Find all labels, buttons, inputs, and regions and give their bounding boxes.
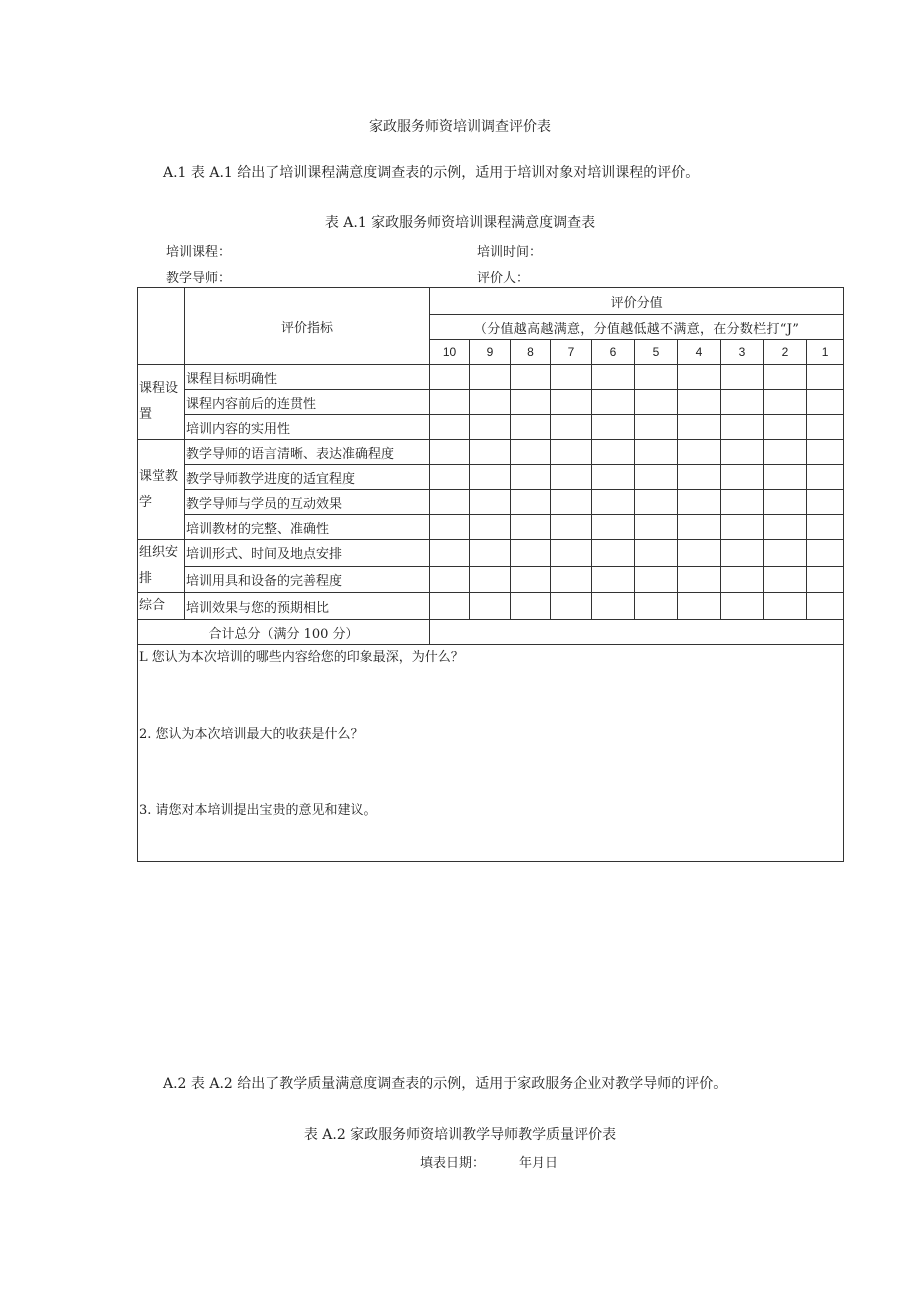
score-cell[interactable]: [635, 566, 678, 593]
evaluator-label: 评价人：: [477, 271, 530, 286]
score-cell[interactable]: [551, 365, 592, 390]
score-cell[interactable]: [635, 365, 678, 390]
score-cell[interactable]: [430, 540, 470, 567]
indicator-item: 培训内容的实用性: [185, 415, 430, 440]
score-cell[interactable]: [764, 365, 807, 390]
score-cell[interactable]: [807, 566, 844, 593]
score-cell[interactable]: [635, 415, 678, 440]
intro-a1: A.1 表 A.1 给出了培训课程满意度调查表的示例，适用于培训对象对培训课程的评价。: [163, 165, 700, 181]
score-cell[interactable]: [678, 540, 721, 567]
score-cell[interactable]: [678, 465, 721, 490]
score-cell[interactable]: [807, 515, 844, 540]
score-cell[interactable]: [511, 390, 551, 415]
score-cell[interactable]: [635, 390, 678, 415]
score-cell[interactable]: [470, 566, 511, 593]
score-cell[interactable]: [511, 465, 551, 490]
table-row: [138, 593, 844, 620]
score-cell[interactable]: [551, 390, 592, 415]
total-label: 合计总分（满分 100 分）: [138, 620, 430, 645]
total-row: [138, 620, 844, 645]
score-cell[interactable]: [678, 593, 721, 620]
score-cell[interactable]: [807, 465, 844, 490]
score-column-header: 9: [470, 340, 511, 365]
score-cell[interactable]: [470, 465, 511, 490]
score-cell[interactable]: [511, 593, 551, 620]
score-cell[interactable]: [551, 440, 592, 465]
score-cell[interactable]: [592, 490, 635, 515]
score-cell[interactable]: [430, 593, 470, 620]
score-cell[interactable]: [430, 465, 470, 490]
corner-cell: [138, 288, 185, 365]
score-cell[interactable]: [807, 490, 844, 515]
score-cell[interactable]: [470, 440, 511, 465]
score-cell[interactable]: [721, 365, 764, 390]
score-cell[interactable]: [635, 440, 678, 465]
score-cell[interactable]: [511, 566, 551, 593]
score-cell[interactable]: [430, 490, 470, 515]
score-cell[interactable]: [470, 593, 511, 620]
open-question: 3. 请您对本培训提出宝贵的意见和建议。: [139, 803, 377, 818]
score-cell[interactable]: [764, 566, 807, 593]
score-cell[interactable]: [430, 415, 470, 440]
score-cell[interactable]: [807, 390, 844, 415]
score-cell[interactable]: [430, 515, 470, 540]
category-cell: 综合: [138, 593, 185, 620]
score-cell[interactable]: [551, 540, 592, 567]
document-title: 家政服务师资培训调查评价表: [369, 119, 551, 135]
score-cell[interactable]: [807, 593, 844, 620]
score-cell[interactable]: [764, 465, 807, 490]
indicator-item: 教学导师的语言清晰、表达准确程度: [185, 440, 430, 465]
score-cell[interactable]: [764, 440, 807, 465]
score-cell[interactable]: [807, 415, 844, 440]
score-cell[interactable]: [470, 390, 511, 415]
score-cell[interactable]: [764, 415, 807, 440]
score-cell[interactable]: [592, 515, 635, 540]
score-column-header: 5: [635, 340, 678, 365]
indicator-item: 培训用具和设备的完善程度: [185, 566, 430, 593]
score-cell[interactable]: [807, 440, 844, 465]
score-column-header: 1: [807, 340, 844, 365]
score-cell[interactable]: [551, 490, 592, 515]
fill-date-label: 填表日期：: [420, 1156, 486, 1171]
score-cell[interactable]: [511, 490, 551, 515]
table-row: [138, 390, 844, 415]
score-cell[interactable]: [470, 365, 511, 390]
score-cell[interactable]: [721, 490, 764, 515]
score-cell[interactable]: [678, 490, 721, 515]
table-row: [138, 515, 844, 540]
score-column-header: 2: [764, 340, 807, 365]
intro-a2: A.2 表 A.2 给出了教学质量满意度调查表的示例，适用于家政服务企业对教学导师的评价。: [163, 1076, 728, 1092]
score-cell[interactable]: [721, 515, 764, 540]
score-column-header: 3: [721, 340, 764, 365]
score-cell[interactable]: [592, 540, 635, 567]
score-cell[interactable]: [551, 593, 592, 620]
score-cell[interactable]: [807, 365, 844, 390]
indicator-item: 培训效果与您的预期相比: [185, 593, 430, 620]
score-cell[interactable]: [721, 390, 764, 415]
indicator-item: 培训形式、时间及地点安排: [185, 540, 430, 567]
score-column-header: 8: [511, 340, 551, 365]
score-cell[interactable]: [721, 540, 764, 567]
category-cell: 组织安排: [138, 540, 185, 593]
indicator-item: 培训教材的完整、准确性: [185, 515, 430, 540]
score-cell[interactable]: [635, 490, 678, 515]
table-a1-title: 表 A.1 家政服务师资培训课程满意度调查表: [324, 215, 596, 231]
score-cell[interactable]: [592, 566, 635, 593]
score-cell[interactable]: [470, 490, 511, 515]
score-column-header: 10: [430, 340, 470, 365]
score-cell[interactable]: [470, 415, 511, 440]
score-cell[interactable]: [551, 566, 592, 593]
score-cell[interactable]: [764, 390, 807, 415]
table-row: [138, 540, 844, 567]
score-cell[interactable]: [721, 593, 764, 620]
score-cell[interactable]: [721, 465, 764, 490]
score-column-header: 7: [551, 340, 592, 365]
score-cell[interactable]: [511, 365, 551, 390]
score-cell[interactable]: [511, 440, 551, 465]
score-cell[interactable]: [635, 593, 678, 620]
score-cell[interactable]: [592, 440, 635, 465]
score-cell[interactable]: [511, 540, 551, 567]
score-cell[interactable]: [678, 365, 721, 390]
fill-date-value: 年月日: [519, 1156, 559, 1171]
score-cell[interactable]: [678, 440, 721, 465]
score-cell[interactable]: [721, 440, 764, 465]
score-cell[interactable]: [678, 566, 721, 593]
score-cell[interactable]: [764, 515, 807, 540]
table-row: [138, 566, 844, 593]
score-cell[interactable]: [635, 540, 678, 567]
indicator-item: 课程目标明确性: [185, 365, 430, 390]
score-cell[interactable]: [430, 440, 470, 465]
category-cell: 课堂教学: [138, 440, 185, 540]
open-question: L 您认为本次培训的哪些内容给您的印象最深，为什么？: [139, 650, 464, 665]
score-cell[interactable]: [721, 566, 764, 593]
table-a2-title: 表 A.2 家政服务师资培训教学导师教学质量评价表: [303, 1127, 617, 1143]
category-cell: 课程设置: [138, 365, 185, 440]
score-cell[interactable]: [592, 465, 635, 490]
instructor-label: 教学导师：: [166, 271, 232, 286]
indicator-header: 评价指标: [185, 288, 430, 365]
course-label: 培训课程：: [166, 245, 232, 260]
score-cell[interactable]: [430, 566, 470, 593]
score-cell[interactable]: [764, 540, 807, 567]
score-cell[interactable]: [764, 490, 807, 515]
score-cell[interactable]: [678, 415, 721, 440]
score-cell[interactable]: [635, 515, 678, 540]
score-cell[interactable]: [551, 415, 592, 440]
score-cell[interactable]: [430, 390, 470, 415]
score-cell[interactable]: [511, 515, 551, 540]
score-header: 评价分值: [430, 288, 844, 315]
score-column-header: 6: [592, 340, 635, 365]
score-cell[interactable]: [592, 365, 635, 390]
total-value-cell[interactable]: [430, 620, 844, 645]
score-cell[interactable]: [592, 415, 635, 440]
table-row: [138, 490, 844, 515]
table-row: [138, 440, 844, 465]
score-cell[interactable]: [592, 593, 635, 620]
open-question: 2. 您认为本次培训最大的收获是什么？: [139, 727, 364, 742]
score-cell[interactable]: [511, 415, 551, 440]
table-row: [138, 415, 844, 440]
indicator-item: 教学导师与学员的互动效果: [185, 490, 430, 515]
score-column-header: 4: [678, 340, 721, 365]
score-cell[interactable]: [678, 390, 721, 415]
table-row: [138, 365, 844, 390]
indicator-item: 教学导师教学进度的适宜程度: [185, 465, 430, 490]
open-questions-cell[interactable]: [138, 645, 844, 862]
indicator-item: 课程内容前后的连贯性: [185, 390, 430, 415]
score-cell[interactable]: [764, 593, 807, 620]
table-row: [138, 465, 844, 490]
score-cell[interactable]: [470, 540, 511, 567]
score-cell[interactable]: [592, 390, 635, 415]
score-cell[interactable]: [551, 515, 592, 540]
score-cell[interactable]: [470, 515, 511, 540]
score-cell[interactable]: [678, 515, 721, 540]
score-cell[interactable]: [551, 465, 592, 490]
score-cell[interactable]: [807, 540, 844, 567]
score-cell[interactable]: [721, 415, 764, 440]
score-cell[interactable]: [430, 365, 470, 390]
time-label: 培训时间：: [477, 245, 543, 260]
survey-table: [137, 287, 844, 862]
score-note: （分值越高越满意，分值越低越不满意，在分数栏打“J”: [430, 315, 844, 340]
score-cell[interactable]: [635, 465, 678, 490]
